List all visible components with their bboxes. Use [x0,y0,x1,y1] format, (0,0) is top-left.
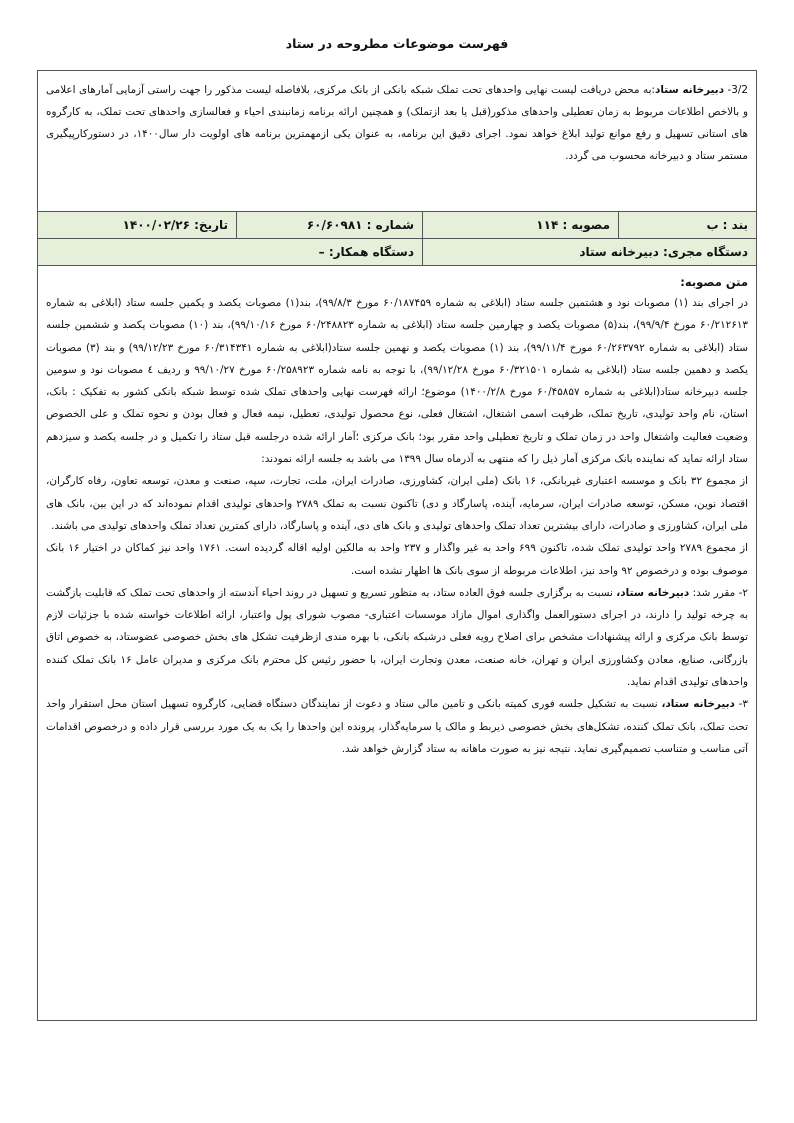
item-3-prefix: ۳- [734,698,748,711]
info-row-1 [38,211,756,238]
item-2-prefix: ۲- مقرر شد: [689,586,748,599]
intro-number: 3/2- [724,84,748,96]
intro-paragraph [38,71,756,211]
item-2-text: نسبت به برگزاری جلسه فوق العاده ستاد، به منظور تسریع و تسهیل در روند احیاء آندسته از واحدهای تحت تملک که قابلیت بازگشت به چرخه تولید را دارند، در اجرای دستورالعمل واگذاری اموال مازاد موسسات اعتباری- مصوب شورای پول واعتبار، ارائه اطلاعات خواسته شده با جزئیات لازم توسط بانک مرکزی و ارائه پیشنهادات مشخص برای اصلاح رویه فعلی درشبکه بانکی، با بهره مندی ازظرفیت تشکل های بخش خصوصی عضوستاد، به خصوص اتاق بازرگانی، صنایع، معادن وکشاورزی ایران و تهران، خانه صنعت، معدن وتجارت ایران، با حضور رئیس کل محترم بانک مرکزی و مدیران عامل ۱۶ بانک تملک کننده واحدهای تولیدی اقدام نماید. [46,586,748,689]
resolution-frame [37,70,757,1021]
body-paragraph-3: از مجموع ۲۷۸۹ واحد تولیدی تملک شده، تاکنون ۶۹۹ واحد به غیر واگذار و ۲۳۷ واحد به مالکین اولیه اقاله گردیده است. ۱۷۶۱ واحد نیز کماکان در اختیار ۱۶ بانک موصوف بوده و درخصوص ۹۲ واحد نیز، اطلاعات مربوطه از سوی بانک ها اظهار نشده است. [46,542,749,577]
executor-cell: دستگاه مجری: دبیرخانه ستاد [422,239,756,265]
body-paragraph-5 [46,693,748,760]
intro-text: :به محض دریافت لیست نهایی واحدهای تحت تملک شبکه بانکی از بانک مرکزی، بلافاصله لیست مذکور را جهت راستی آزمایی آمارهای اعلامی و بالاخص اطلاعات مربوط به زمان تعطیلی واحدهای مذکور(قبل یا بعد ازتملک) و همچنین ارائه برنامه زمانبندی احیاء و فعالسازی واحدهای تحت تملک، به کارگروه های استانی تسهیل و رفع موانع تولید ابلاغ خواهد نمود. اجرای دقیق این برنامه، به عنوان یکی ازمهمترین برنامه های اولویت دار سال۱۴۰۰، در دستورکارپیگیری مستمر ستاد و دبیرخانه محسوب می گردد. [46,84,749,162]
number-cell: شماره : ۶۰/۶۰۹۸۱ [236,212,422,238]
body-paragraph-2: از مجموع ۳۲ بانک و موسسه اعتباری غیربانکی، ۱۶ بانک (ملی ایران، کشاورزی، صادرات ایران، ملت، تجارت، سپه، صنعت و معدن، توسعه تعاون، رفاه کارگران، اقتصاد نوین، مسکن، توسعه صادرات ایران، سرمایه، آینده، پاسارگاد و دی) تاکنون نسبت به تملک ۲۷۸۹ واحدهای تولیدی اقدام نموده‌اند که در این بین، بانک های ملی ایران، کشاورزی و صادرات، دارای بیشترین تعداد تملک واحدهای تولیدی و بانک های دی، آینده و پاسارگاد، دارای کمترین تعداد تملک واحدهای تولیدی می باشند. [46,475,749,532]
item-3-actor: دبیرخانه ستاد، [661,698,735,711]
document-title: فهرست موضوعات مطروحه در ستاد [285,36,509,51]
partner-cell: دستگاه همکار: – [318,245,414,259]
band-cell: بند : ب [618,212,756,238]
body-heading: متن مصوبه: [680,275,748,289]
info-row-2 [38,238,756,265]
item-3-text: نسبت به تشکیل جلسه فوری کمیته بانکی و تامین مالی ستاد و دعوت از نمایندگان دستگاه قضایی، کارگروه تسهیل استان محل استقرار واحد تحت تملک، بانک تملک کننده، تشکل‌های بخش خصوصی ذیربط و مالک یا سرمایه‌گذار، پرونده این واحدها را یک به یک مورد بررسی قرار داده و درخصوص اقدامات آتی مناسب و متناسب تصمیم‌گیری نماید. نتیجه نیز به صورت ماهانه به ستاد گزارش خواهد شد. [46,698,748,755]
item-2-actor: دبیرخانه ستاد، [616,586,690,599]
intro-actor: دبیرخانه ستاد [655,84,725,96]
body-paragraph-1: در اجرای بند (۱) مصوبات نود و هشتمین جلسه ستاد (ابلاغی به شماره ۶۰/۱۸۷۴۵۹ مورخ ۹۹/۸/۳)، بند(۱) مصوبات یکصد و یکمین جلسه ستاد (ابلاغی به شماره ۶۰/۲۱۲۶۱۳ مورخ ۹۹/۹/۴)، بند(۵) مصوبات یکصد و چهارمین جلسه ستاد (ابلاغی به شماره ۶۰/۲۴۸۸۲۳ مورخ ۹۹/۱۰/۱۶)، بند (۱۰) مصوبات یکصد و ششمین جلسه ستاد (ابلاغی به شماره ۶۰/۲۶۳۷۹۲ مورخ ۹۹/۱۱/۴)، بند (۱) مصوبات یکصد و نهمین جلسه ستاد(ابلاغی به شماره ۶۰/۳۱۴۳۴۱ مورخ ۹۹/۱۲/۲۳) و بند (۳) مصوبات یکصد و دهمین جلسه ستاد (ابلاغی به شماره ۶۰/۳۲۱۵۰۱ مورخ ۹۹/۱۲/۲۸)، با توجه به نامه شماره ۶۰/۲۵۸۹۲۳ مورخ ۹۹/۱۰/۲۷ و ردیف ٤ مصوبات نود و سومین جلسه دبیرخانه ستاد(ابلاغی به شماره ۶۰/۴۵۸۵۷ مورخ ۱۴۰۰/۲/۸) موضوع؛ ارائه فهرست نهایی واحدهای تملک شده توسط شبکه بانکی کشور به تفکیک : بانک، استان، نام واحد تولیدی، تاریخ تملک، ظرفیت اسمی اشتغال، اشتغال فعلی، نوع محصول تولیدی، تعطیل، نیمه فعال و فعال بودن و نحوه تملک و علی الخصوص وضعیت فعالیت واشتغال واحد در زمان تملک و تاریخ تعطیلی واحد مقرر بود؛ بانک مرکزی ؛آمار ارائه شده درجلسه قبل ستاد را تکمیل و در جلسه یکصد و سیزدهم ستاد ارائه نماید که نماینده بانک مرکزی آمار ذیل را که منتهی به آذرماه سال ۱۳۹۹ می باشد به جلسه ارائه نمودند: [46,297,749,466]
body-paragraph-4 [46,582,748,693]
date-cell: تاریخ: ۱۴۰۰/۰۲/۲۶ [122,218,228,232]
resolution-cell: مصوبه : ۱۱۴ [422,212,618,238]
resolution-body [38,265,756,766]
